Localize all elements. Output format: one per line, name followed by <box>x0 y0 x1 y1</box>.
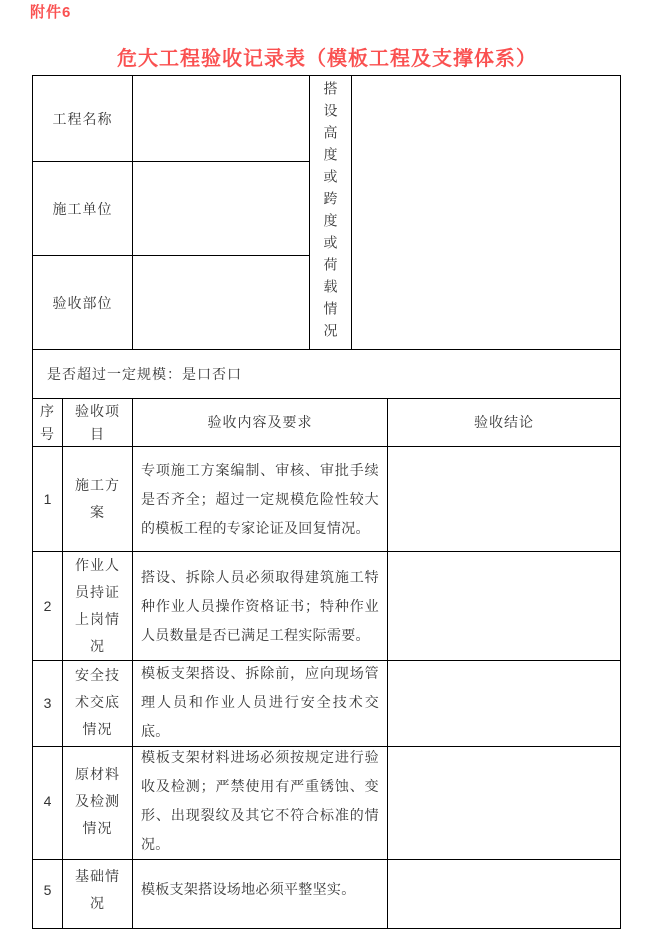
row-no: 1 <box>33 447 63 552</box>
row-content <box>133 743 388 860</box>
row-conclusion-cell[interactable] <box>388 552 621 661</box>
row-content-text: 模板支架搭设场地必须平整坚实。 <box>141 881 356 897</box>
setup-height-span-load-header <box>310 76 352 350</box>
row-content-text: 模板支架材料进场必须按规定进行验收及检测；严禁使用有严重锈蚀、变形、出现裂纹及其它不符合标准的情况。 <box>141 749 379 852</box>
table-row <box>33 743 621 851</box>
header-conclusion: 验收结论 <box>388 399 621 447</box>
table-row <box>33 447 621 552</box>
row-conclusion-cell[interactable] <box>388 659 621 747</box>
attachment-label: 附件6 <box>30 4 72 21</box>
table-row <box>33 659 621 743</box>
table-row <box>33 552 621 659</box>
header-no: 序号 <box>33 399 63 447</box>
vertical-header-label: 搭设高度或跨度或荷载情况 <box>322 80 339 345</box>
table-row <box>33 851 621 929</box>
header-item: 验收项目 <box>63 399 133 447</box>
acceptance-record-table <box>32 75 621 929</box>
project-name-value-cell[interactable] <box>133 76 310 162</box>
header-content: 验收内容及要求 <box>133 399 388 447</box>
row-no: 4 <box>33 743 63 860</box>
row-no: 2 <box>33 552 63 661</box>
row-no: 3 <box>33 659 63 747</box>
setup-height-span-load-value-cell[interactable] <box>352 76 621 350</box>
row-item: 作业人员持证上岗情况 <box>63 552 133 661</box>
acceptance-part-value-cell[interactable] <box>133 256 310 350</box>
row-item: 施工方案 <box>63 447 133 552</box>
row-conclusion-cell[interactable] <box>388 447 621 552</box>
checklist-header-row <box>33 399 621 447</box>
scale-question-text: 是否超过一定规模：是口否口 <box>47 366 242 382</box>
row-content <box>133 659 388 747</box>
row-no: 5 <box>33 851 63 929</box>
row-item: 原材料及检测情况 <box>63 743 133 860</box>
row-content-text: 专项施工方案编制、审核、审批手续是否齐全；超过一定规模危险性较大的模板工程的专家论证及回复情况。 <box>141 461 379 536</box>
row-content <box>133 447 388 552</box>
row-content-text: 模板支架搭设、拆除前，应向现场管理人员和作业人员进行安全技术交底。 <box>141 665 379 739</box>
row-content-text: 搭设、拆除人员必须取得建筑施工特种作业人员操作资格证书；特种作业人员数量是否已满足工程实际需要。 <box>141 568 379 643</box>
row-content <box>133 552 388 661</box>
scale-question-cell[interactable] <box>33 350 621 399</box>
row-conclusion-cell[interactable] <box>388 743 621 860</box>
row-item: 基础情况 <box>63 851 133 929</box>
project-name-label: 工程名称 <box>33 76 133 162</box>
construction-unit-value-cell[interactable] <box>133 162 310 256</box>
row-content <box>133 851 388 929</box>
acceptance-part-label: 验收部位 <box>33 256 133 350</box>
row-item: 安全技术交底情况 <box>63 659 133 747</box>
row-conclusion-cell[interactable] <box>388 851 621 929</box>
construction-unit-label: 施工单位 <box>33 162 133 256</box>
info-section <box>33 76 621 350</box>
page-title: 危大工程验收记录表（模板工程及支撑体系） <box>117 48 537 70</box>
